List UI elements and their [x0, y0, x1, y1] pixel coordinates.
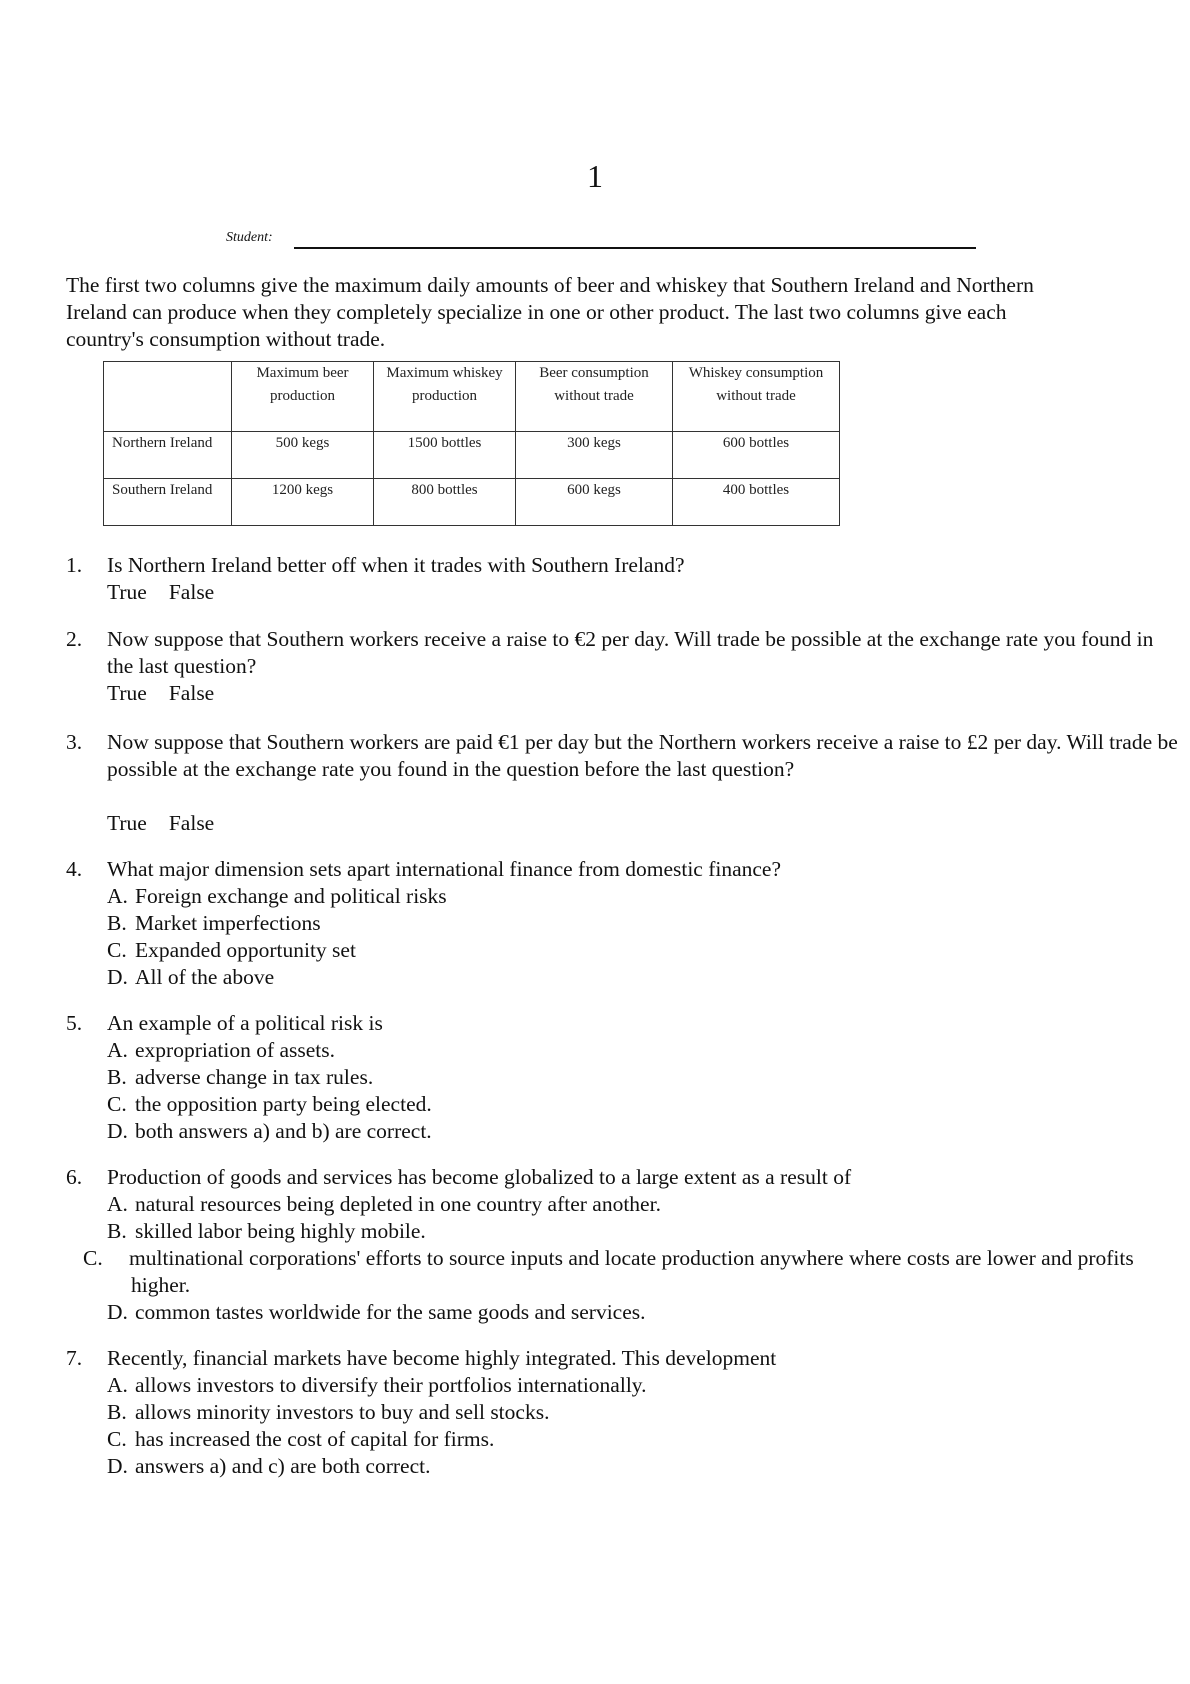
question-text: Now suppose that Southern workers are paid €1 per day but the Northern workers receive a raise to £2 per day. Will trade be possible at the exchange rate you found in the question before the last question?: [107, 730, 1178, 781]
option-a[interactable]: A. Foreign exchange and political risks: [107, 884, 447, 908]
option-true[interactable]: True: [107, 681, 147, 705]
option-d[interactable]: D. answers a) and c) are both correct.: [107, 1454, 431, 1478]
option-false[interactable]: False: [168, 681, 215, 705]
table-row: [104, 479, 840, 526]
table-header-cell: Maximum beer production: [232, 362, 374, 432]
option-true[interactable]: True: [107, 580, 147, 604]
option-a[interactable]: A. natural resources being depleted in one country after another.: [107, 1192, 661, 1216]
table-cell: 400 bottles: [673, 479, 840, 526]
option-true[interactable]: True: [107, 811, 147, 835]
option-a[interactable]: A. expropriation of assets.: [107, 1038, 336, 1062]
question-number: 2.: [66, 627, 83, 651]
option-c[interactable]: C. the opposition party being elected.: [107, 1092, 432, 1116]
student-label: Student:: [226, 230, 273, 245]
question-text: Production of goods and services has become globalized to a large extent as a result of: [107, 1165, 852, 1189]
option-a[interactable]: A. allows investors to diversify their portfolios internationally.: [107, 1373, 647, 1397]
table-header-cell: Beer consumption without trade: [516, 362, 673, 432]
question-number: 1.: [66, 553, 83, 577]
table-cell: 500 kegs: [232, 432, 374, 479]
table-cell: 1500 bottles: [374, 432, 516, 479]
table-cell: 800 bottles: [374, 479, 516, 526]
page-number: 1: [587, 158, 603, 194]
option-b[interactable]: B. adverse change in tax rules.: [107, 1065, 374, 1089]
question-number: 7.: [66, 1346, 83, 1370]
option-c[interactable]: C. Expanded opportunity set: [107, 938, 356, 962]
true-false-options: [107, 810, 1182, 837]
option-false[interactable]: False: [168, 580, 215, 604]
option-d[interactable]: D. both answers a) and b) are correct.: [107, 1119, 432, 1143]
table-header-cell: Maximum whiskey production: [374, 362, 516, 432]
option-d[interactable]: D. All of the above: [107, 965, 275, 989]
option-b[interactable]: B. skilled labor being highly mobile.: [107, 1219, 426, 1243]
student-name-line[interactable]: [294, 247, 976, 249]
option-false[interactable]: False: [168, 811, 215, 835]
table-cell: Northern Ireland: [104, 432, 232, 479]
question-text: Now suppose that Southern workers receive a raise to €2 per day. Will trade be possible at the exchange rate you found in the last question?: [107, 627, 1154, 678]
question-text: Recently, financial markets have become highly integrated. This development: [107, 1346, 777, 1370]
option-c[interactable]: C. multinational corporations' efforts to source inputs and locate production anywhere where costs are lower and profits higher.: [83, 1246, 1134, 1297]
table-cell: 300 kegs: [516, 432, 673, 479]
question-text: What major dimension sets apart international finance from domestic finance?: [107, 857, 782, 881]
true-false-options: [107, 579, 1182, 606]
question-number: 5.: [66, 1011, 83, 1035]
question-text: Is Northern Ireland better off when it trades with Southern Ireland?: [107, 553, 685, 577]
table-cell: Southern Ireland: [104, 479, 232, 526]
table-row: [104, 432, 840, 479]
question-number: 3.: [66, 730, 83, 754]
question-number: 4.: [66, 857, 83, 881]
table-header-cell: [104, 362, 232, 432]
true-false-options: [107, 680, 1182, 707]
table-header-row: [104, 362, 840, 432]
option-c[interactable]: C. has increased the cost of capital for firms.: [107, 1427, 495, 1451]
table-cell: 600 bottles: [673, 432, 840, 479]
table-header-cell: Whiskey consumption without trade: [673, 362, 840, 432]
option-b[interactable]: B. allows minority investors to buy and sell stocks.: [107, 1400, 550, 1424]
table-cell: 600 kegs: [516, 479, 673, 526]
option-b[interactable]: B. Market imperfections: [107, 911, 321, 935]
question-number: 6.: [66, 1165, 83, 1189]
question-text: An example of a political risk is: [107, 1011, 383, 1035]
production-table: [103, 361, 840, 526]
intro-paragraph: The first two columns give the maximum daily amounts of beer and whiskey that Southern Ireland and Northern Ireland can produce when they completely specialize in one or other product. The last two columns give each country's consumption without trade.: [66, 273, 1034, 351]
option-d[interactable]: D. common tastes worldwide for the same goods and services.: [107, 1300, 646, 1324]
table-cell: 1200 kegs: [232, 479, 374, 526]
